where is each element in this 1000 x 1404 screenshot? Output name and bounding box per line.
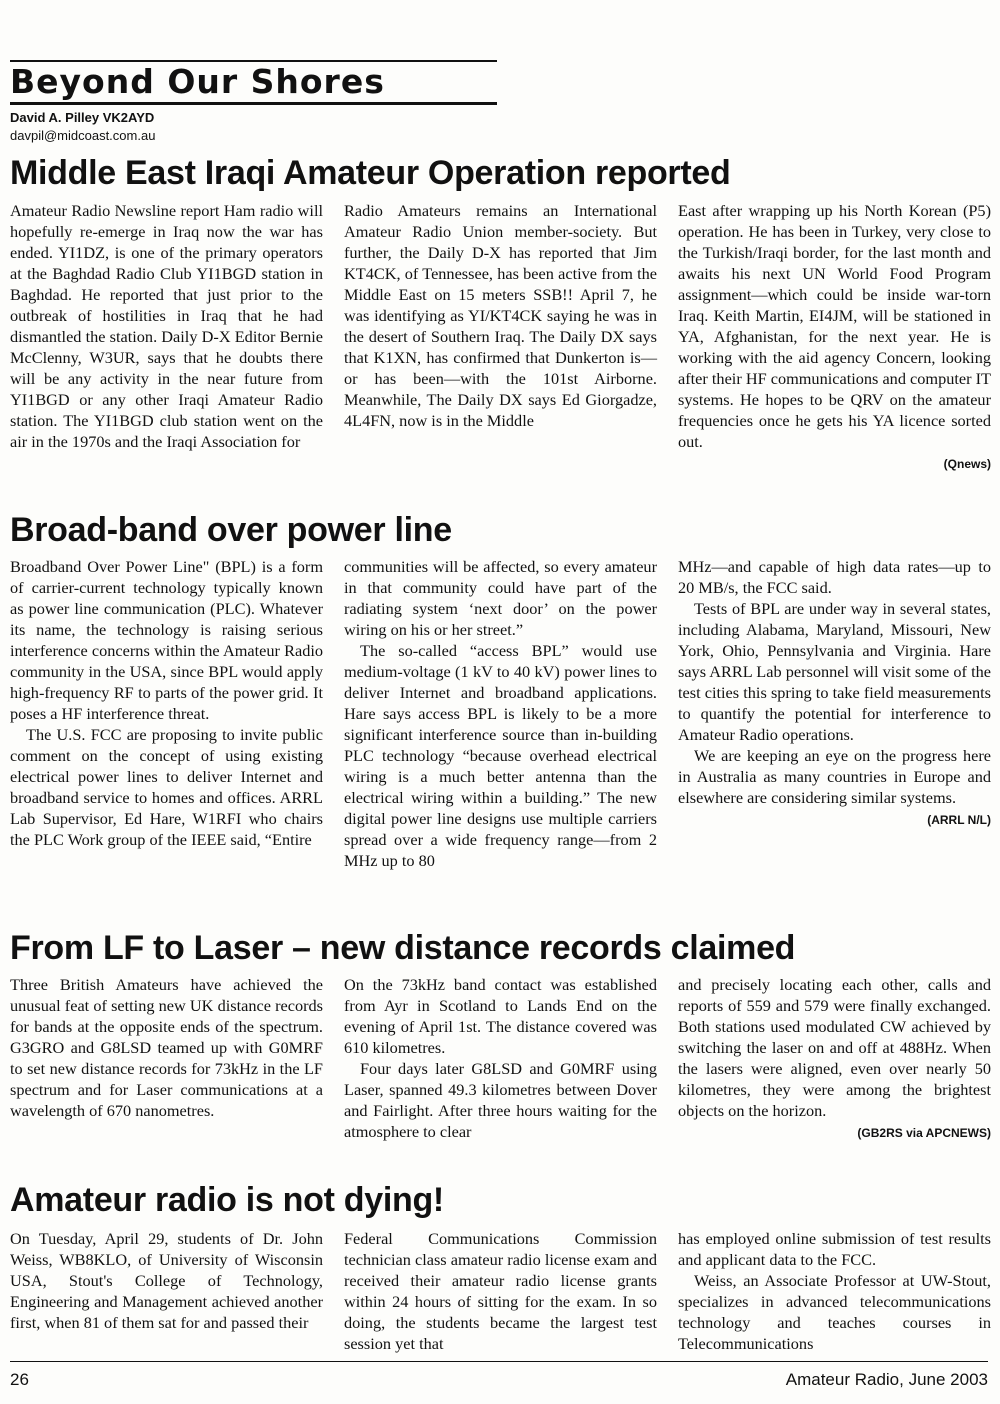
article-column	[678, 556, 991, 871]
article-headline: Broad-band over power line	[10, 511, 452, 549]
article-column	[344, 1228, 657, 1354]
author-byline: David A. Pilley VK2AYD	[10, 110, 155, 125]
paragraph: We are keeping an eye on the progress here in Australia as many countries in Europe and elsewhere are considering similar systems.	[678, 746, 991, 807]
article-headline: From LF to Laser – new distance records claimed	[10, 929, 796, 967]
paragraph: Three British Amateurs have achieved the unusual feat of setting new UK distance records for bands at the opposite ends of the spectrum. G3GRO and G8LSD teamed up with G0MRF to set new distance records for 73kHz in the LF spectrum and for Laser communications at a wavelength of 670 nanometres.	[10, 975, 323, 1120]
paragraph: Amateur Radio Newsline report Ham radio will hopefully re-emerge in Iraq now the war has ended. YI1DZ, is one of the primary operators at the Baghdad Radio Club YI1BGD station in Baghdad. He reported that just prior to the outbreak of hostilities in Iraq that he had dismantled the station. Daily D-X Editor Bernie McClenny, W3UR, says that he doubts there will be any activity in the near future from YI1BGD or any other Iraqi Amateur Radio station. The YI1BGD club station went on the air in the 1970s and the Iraqi Association for	[10, 201, 323, 451]
paragraph: MHz—and capable of high data rates—up to 20 MB/s, the FCC said.	[678, 557, 991, 597]
article-headline: Amateur radio is not dying!	[10, 1181, 444, 1219]
article-body	[10, 200, 990, 475]
article-column	[344, 974, 657, 1144]
paragraph: The so-called “access BPL” would use medium-voltage (1 kV to 40 kV) power lines to deliver Internet and broadband applications. Hare says access BPL is likely to be a more significant interference source than in-building PLC technology “because overhead electrical wiring is a much better antenna than the electrical wiring within a building.” The new digital power line designs use multiple carriers spread over a wide frequency range—from 2 MHz up to 80	[344, 641, 657, 870]
article-column	[344, 556, 657, 871]
paragraph: East after wrapping up his North Korean (P5) operation. He has been in Turkey, very close to the Turkish/Iraqi border, for the last month and awaits his next UN World Food Program assignment—which could be inside war-torn Iraq. Keith Martin, EI4JM, will be stationed in YA, Afghanistan, for the next year. He is working with the aid agency Concern, looking after their HF communications and computer IT systems. He hopes to be QRV on the amateur frequencies once he gets his YA licence sorted out.	[678, 201, 991, 451]
paragraph: Four days later G8LSD and G0MRF using Laser, spanned 49.3 kilometres between Dover and Fairlight. After three hours waiting for the atmosphere to clear	[344, 1059, 657, 1141]
article-column	[10, 556, 323, 871]
article-column	[10, 1228, 323, 1354]
paragraph: and precisely locating each other, calls and reports of 559 and 579 were finally exchanged. Both stations used modulated CW achieved by switching the laser on and off at 488Hz. When the lasers were aligned, even over nearly 50 kilometres, they were among the brightest objects on the horizon.	[678, 975, 991, 1120]
paragraph: communities will be affected, so every amateur in that community could have part of the radiating system ‘next door’ on the power wiring on his or her street.”	[344, 557, 657, 639]
paragraph: Federal Communications Commission technician class amateur radio license exam and received their amateur radio license grants within 24 hours of sitting for the exam. In so doing, the students became the largest test session yet that	[344, 1229, 657, 1353]
paragraph: The U.S. FCC are proposing to invite public comment on the concept of using existing electrical power lines to deliver Internet and broadband service to homes and offices. ARRL Lab Supervisor, Ed Hare, W1RFI who chairs the PLC Work group of the IEEE said, “Entire	[10, 725, 323, 849]
paragraph: Weiss, an Associate Professor at UW-Stout, specializes in advanced telecommunications technology and teaches courses in Telecommunications	[678, 1271, 991, 1353]
article-column	[344, 200, 657, 475]
author-email: davpil@midcoast.com.au	[10, 128, 156, 143]
article-headline: Middle East Iraqi Amateur Operation reported	[10, 154, 731, 192]
article-column	[678, 974, 991, 1144]
article-column	[678, 200, 991, 475]
section-masthead	[10, 60, 497, 105]
article-body	[10, 1228, 990, 1354]
article-column	[678, 1228, 991, 1354]
article-source: (GB2RS via APCNEWS)	[857, 1126, 991, 1140]
paragraph: has employed online submission of test results and applicant data to the FCC.	[678, 1229, 991, 1269]
article-column	[10, 974, 323, 1144]
section-title: Beyond Our Shores	[10, 62, 497, 105]
article-body	[10, 556, 990, 871]
page-footer	[10, 1361, 988, 1390]
article-source: (Qnews)	[943, 457, 991, 471]
paragraph: On the 73kHz band contact was established from Ayr in Scotland to Lands End on the evening of April 1st. The distance covered was 610 kilometres.	[344, 975, 657, 1057]
paragraph: Radio Amateurs remains an International Amateur Radio Union member-society. But further, the Daily D-X has reported that Jim KT4CK, of Tennessee, has been active from the Middle East on 15 meters SSB!! April 7, he was identifying as YI/KT4CK saying he was in the desert of Southern Iraq. The Daily DX says that K1XN, has confirmed that Dunkerton is—or has been—with the 101st Airborne. Meanwhile, The Daily DX says Ed Giorgadze, 4L4FN, now is in the Middle	[344, 201, 657, 430]
paragraph: Tests of BPL are under way in several states, including Alabama, Maryland, Missouri, New York, Ohio, Pennsylvania and Virginia. Hare says ARRL Lab personnel will visit some of the test cities this spring to take field measurements to quantify the potential for interference to Amateur Radio operations.	[678, 599, 991, 744]
article-source: (ARRL N/L)	[927, 813, 991, 827]
paragraph: On Tuesday, April 29, students of Dr. John Weiss, WB8KLO, of University of Wisconsin USA, Stout's College of Technology, Engineering and Management achieved another first, when 81 of them sat for and passed their	[10, 1229, 323, 1332]
article-body	[10, 974, 990, 1144]
publication-name: Amateur Radio, June 2003	[785, 1370, 988, 1389]
page-number: 26	[10, 1370, 29, 1389]
paragraph: Broadband Over Power Line" (BPL) is a form of carrier-current technology typically known as power line communication (PLC). Whatever its name, the technology is raising serious interference concerns within the Amateur Radio community in the USA, since BPL would apply high-frequency RF to parts of the power grid. It poses a HF interference threat.	[10, 557, 323, 723]
article-column	[10, 200, 323, 475]
